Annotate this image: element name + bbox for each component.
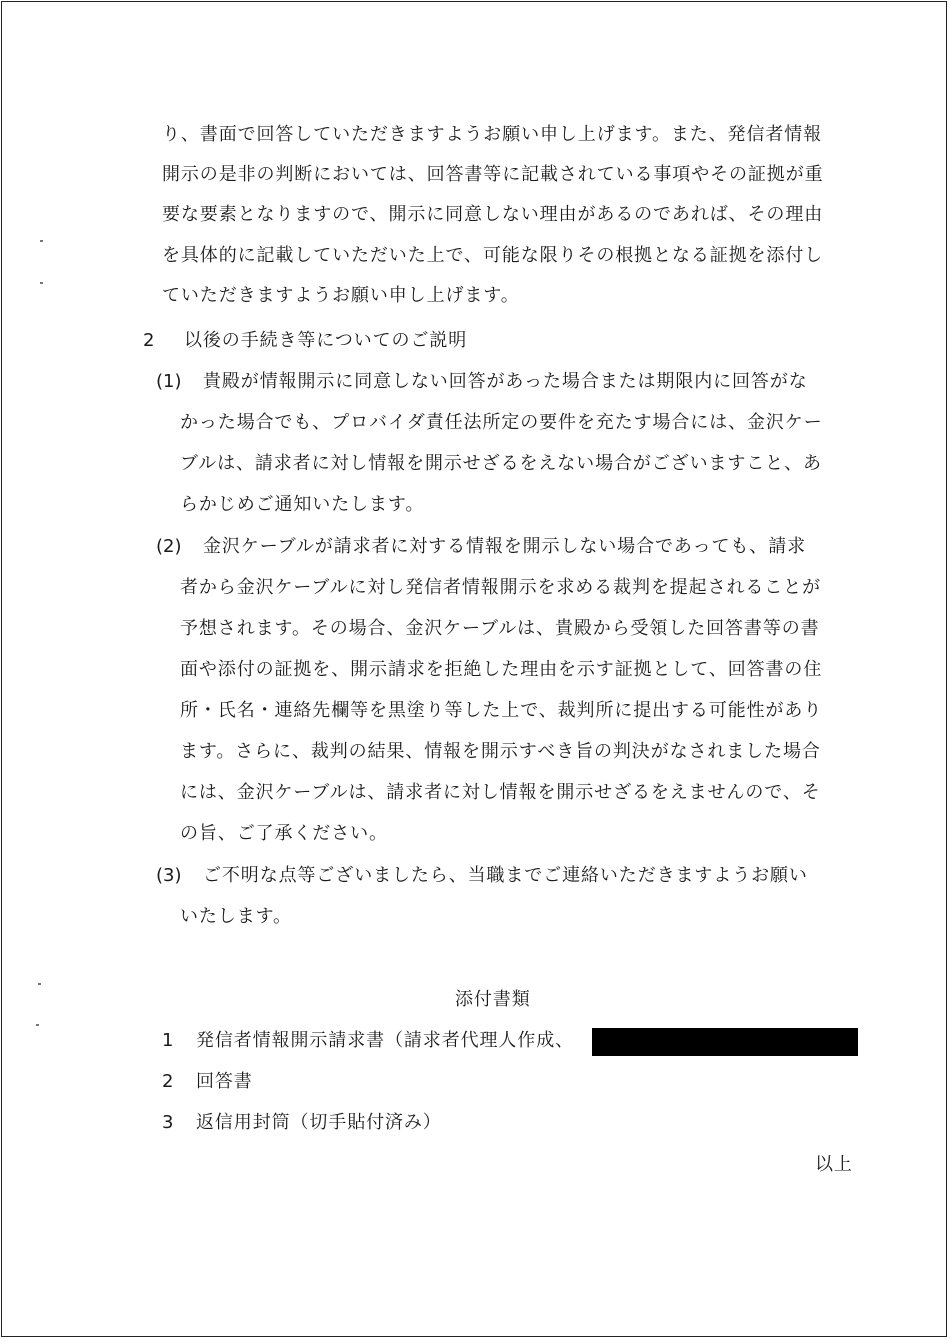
attachment-number-3: 3 <box>162 1112 174 1133</box>
item-label-2: (2) <box>156 536 182 557</box>
closing-text: 以上 <box>815 1154 853 1175</box>
attachments-title: 添付書類 <box>455 989 531 1010</box>
section-heading: 以後の手続き等についてのご説明 <box>184 330 468 351</box>
redaction-block <box>592 1028 858 1056</box>
scan-speck <box>38 983 41 985</box>
item-1-line-2: かった場合でも、プロバイダ責任法所定の要件を充たす場合には、金沢ケー <box>180 412 823 433</box>
section-number: 2 <box>143 330 155 351</box>
item-2-line-3: 予想されます。その場合、金沢ケーブルは、貴殿から受領した回答書等の書 <box>180 618 820 639</box>
item-1-line-1: 貴殿が情報開示に同意しない回答があった場合または期限内に回答がな <box>203 371 808 392</box>
item-2-line-6: ます。さらに、裁判の結果、情報を開示すべき旨の判決がなされました場合 <box>180 741 821 762</box>
item-label-1: (1) <box>156 371 182 392</box>
attachment-text-3: 返信用封筒（切手貼付済み） <box>196 1112 442 1133</box>
item-label-3: (3) <box>156 865 182 886</box>
attachment-number-2: 2 <box>162 1071 174 1092</box>
intro-line-5: ていただきますようお願い申し上げます。 <box>162 285 520 306</box>
attachment-text-1: 発信者情報開示請求書（請求者代理人作成、 <box>196 1030 574 1051</box>
attachment-number-1: 1 <box>162 1030 174 1051</box>
item-2-line-8: の旨、ご了承ください。 <box>180 823 388 844</box>
item-2-line-2: 者から金沢ケーブルに対し発信者情報開示を求める裁判を提起されることが <box>180 577 821 598</box>
item-2-line-5: 所・氏名・連絡先欄等を黒塗り等した上で、裁判所に提出する可能性があり <box>180 700 823 721</box>
scan-speck <box>40 282 43 284</box>
item-1-line-3: ブルは、請求者に対し情報を開示せざるをえない場合がございますこと、あ <box>180 453 822 474</box>
item-3-line-2: いたします。 <box>180 906 292 927</box>
intro-line-1: り、書面で回答していただきますようお願い申し上げます。また、発信者情報 <box>162 124 823 145</box>
scan-speck <box>40 240 43 242</box>
item-2-line-1: 金沢ケーブルが請求者に対する情報を開示しない場合であっても、請求 <box>203 536 806 557</box>
intro-line-4: を具体的に記載していただいた上で、可能な限りその根拠となる証拠を添付し <box>162 245 824 266</box>
item-2-line-4: 面や添付の証拠を、開示請求を拒絶した理由を示す証拠として、回答書の住 <box>180 659 823 680</box>
item-3-line-1: ご不明な点等ございましたら、当職までご連絡いただきますようお願い <box>203 865 808 886</box>
item-2-line-7: には、金沢ケーブルは、請求者に対し情報を開示せざるをえませんので、そ <box>180 782 821 803</box>
item-1-line-4: らかじめご通知いたします。 <box>180 494 425 515</box>
intro-line-2: 開示の是非の判断においては、回答書等に記載されている事項やその証拠が重 <box>162 164 824 185</box>
scan-speck <box>36 1024 39 1026</box>
intro-line-3: 要な要素となりますので、開示に同意しない理由があるのであれば、その理由 <box>162 204 824 225</box>
attachment-text-2: 回答書 <box>196 1071 253 1092</box>
